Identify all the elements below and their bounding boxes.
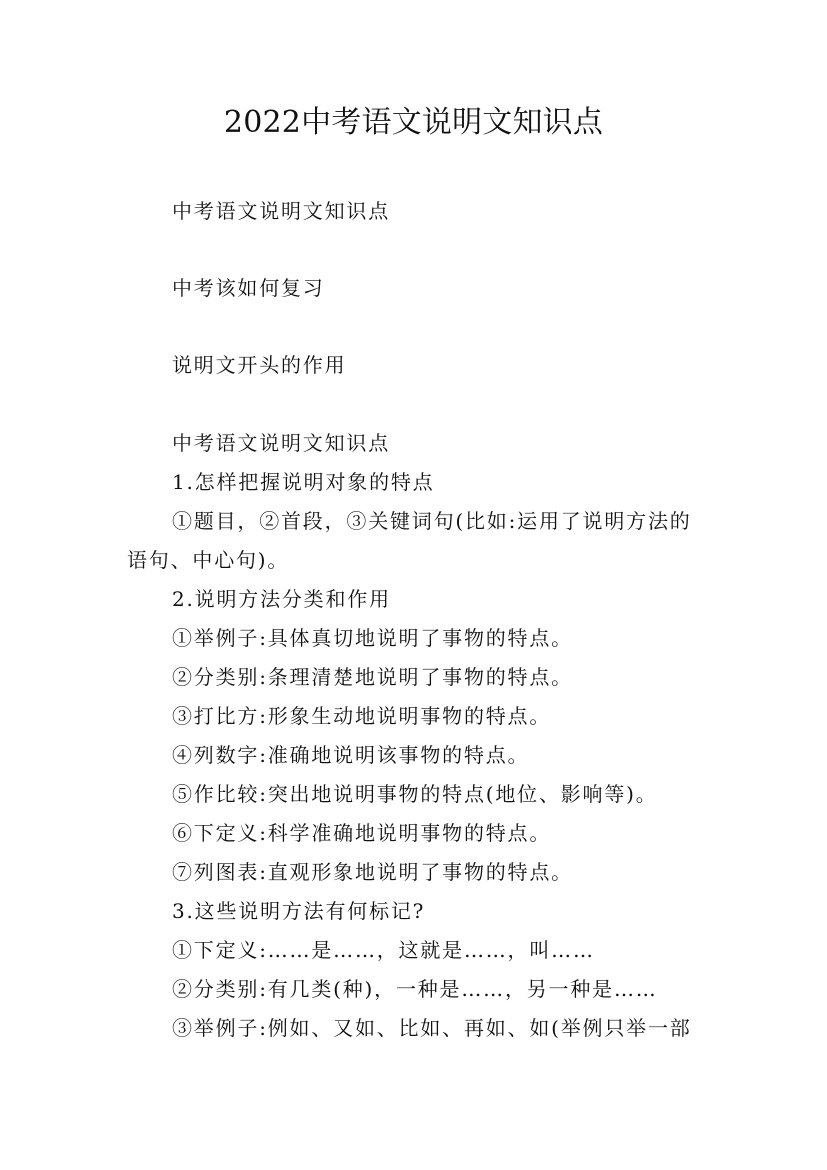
method-item: ⑥下定义:科学准确地说明事物的特点。 [172,821,552,845]
method-item: ③打比方:形象生动地说明事物的特点。 [172,704,552,728]
item1-text-line2: 语句、中心句)。 [127,548,290,572]
toc-link-2[interactable]: 中考该如何复习 [172,276,325,300]
marker-item: ③举例子:例如、又如、比如、再如、如(举例只举一部 [172,1016,692,1040]
method-item: ⑤作比较:突出地说明事物的特点(地位、影响等)。 [172,782,658,806]
section-heading: 中考语文说明文知识点 [172,431,390,455]
document-title: 2022中考语文说明文知识点 [223,105,604,140]
item1-heading: 1.怎样把握说明对象的特点 [172,470,435,494]
item2-heading: 2.说明方法分类和作用 [172,587,391,611]
marker-item: ①下定义:……是……，这就是……，叫…… [172,938,595,962]
method-item: ④列数字:准确地说明该事物的特点。 [172,743,530,767]
marker-item: ②分类别:有几类(种)，一种是……，另一种是…… [172,977,658,1001]
item3-heading: 3.这些说明方法有何标记? [172,899,426,923]
toc-link-1[interactable]: 中考语文说明文知识点 [172,199,390,223]
method-item: ②分类别:条理清楚地说明了事物的特点。 [172,665,573,689]
method-item: ①举例子:具体真切地说明了事物的特点。 [172,626,573,650]
item1-text-line1: ①题目，②首段，③关键词句(比如:运用了说明方法的 [172,509,692,533]
toc-link-3[interactable]: 说明文开头的作用 [172,353,347,377]
method-item: ⑦列图表:直观形象地说明了事物的特点。 [172,860,573,884]
